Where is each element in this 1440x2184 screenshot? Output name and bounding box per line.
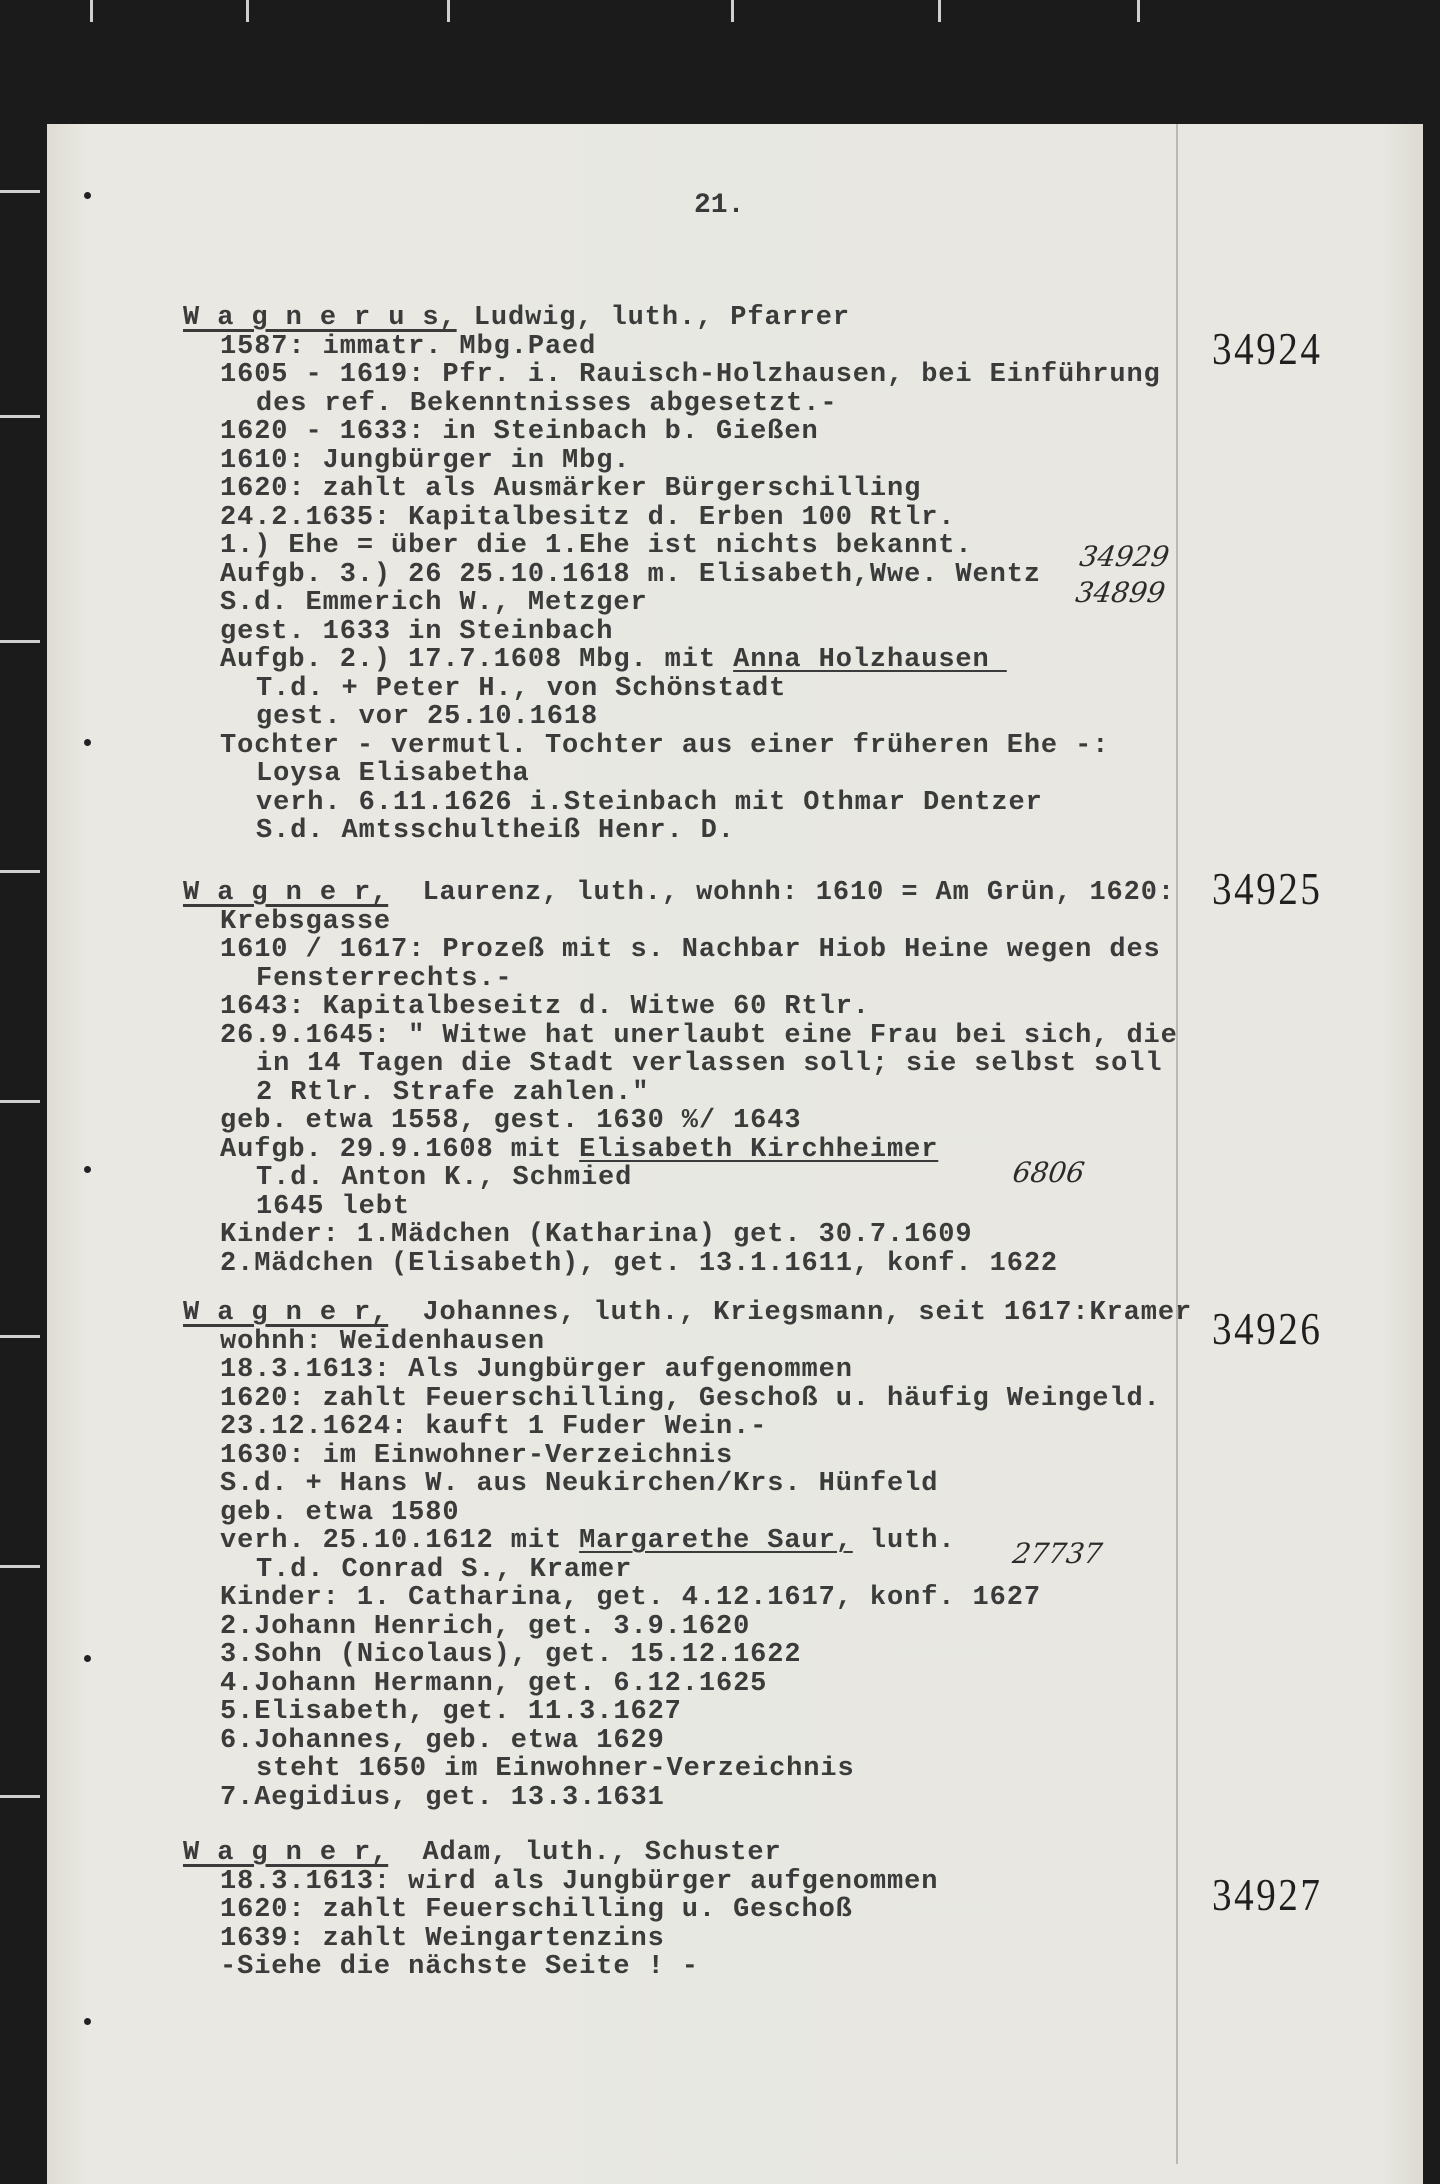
line-text: verh. 25.10.1612 mit: [220, 1526, 580, 1556]
entry-heading: [183, 879, 1183, 908]
reference-number: 34925: [1212, 863, 1323, 914]
line-text: 18.3.1613: Als Jungbürger aufgenommen: [220, 1355, 853, 1385]
underlined-name: Elisabeth Kirchheimer: [579, 1134, 939, 1165]
line-text: geb. etwa 1558, gest. 1630 %/ 1643: [220, 1106, 802, 1136]
entry-heading: [183, 1839, 1183, 1868]
line-text: 26.9.1645: " Witwe hat unerlaubt eine Frau bei sich, die: [220, 1020, 1178, 1051]
frame-tick: [246, 0, 249, 22]
entry-line: [183, 1022, 1183, 1051]
line-text: 1620: zahlt Feuerschilling u. Geschoß: [220, 1895, 853, 1925]
underlined-name: Anna Holzhausen: [733, 645, 1007, 675]
entry-line: [183, 965, 1183, 994]
underlined-name: Margarethe Saur,: [579, 1526, 853, 1556]
entry-line: [183, 1221, 1183, 1250]
entry-line: [183, 1079, 1183, 1108]
handwritten-note: 34929: [1077, 540, 1172, 573]
handwritten-note: 6806: [1010, 1156, 1087, 1189]
entry-line: [183, 1727, 1183, 1756]
entry-line: [183, 390, 1183, 419]
line-text: T.d. Conrad S., Kramer: [256, 1554, 633, 1585]
frame-tick: [731, 0, 734, 22]
entry-line: [183, 561, 1183, 590]
entry-line: [183, 333, 1183, 362]
entry-line: [183, 618, 1183, 647]
surname: W a g n e r,: [183, 1298, 389, 1328]
entry-line: [183, 646, 1183, 675]
punch-hole: [84, 1166, 91, 1173]
entry-line: [183, 936, 1183, 965]
entry-line: [183, 447, 1183, 476]
line-text: T.d. + Peter H., von Schönstadt: [256, 673, 787, 704]
entry-line: [183, 589, 1183, 618]
entry-line: [183, 732, 1183, 761]
entry-line: [183, 1050, 1183, 1079]
entry-line: [183, 1385, 1183, 1414]
line-text: 1.) Ehe = über die 1.Ehe ist nichts bekannt.: [220, 531, 973, 561]
entry-line: [183, 1670, 1183, 1699]
frame-tick: [938, 0, 941, 22]
genealogy-entry: [183, 879, 1183, 1278]
line-text: 1587: immatr. Mbg.Paed: [220, 331, 597, 362]
frame-tick: [447, 0, 450, 22]
frame-tick: [0, 1795, 40, 1798]
page-number: 21.: [694, 190, 745, 221]
line-text: Aufgb. 3.) 26 25.10.1618 m. Elisabeth,Wwe. Wentz: [220, 559, 1041, 590]
line-text: gest. 1633 in Steinbach: [220, 616, 614, 647]
frame-tick: [1137, 0, 1140, 22]
handwritten-note: 34899: [1073, 576, 1168, 609]
punch-hole: [84, 2018, 91, 2025]
entry-line: [183, 1470, 1183, 1499]
entry-line: [183, 675, 1183, 704]
frame-tick: [0, 1335, 40, 1338]
line-text: gest. vor 25.10.1618: [256, 702, 599, 732]
entry-line: [183, 1868, 1183, 1897]
entry-line: [183, 1250, 1183, 1279]
frame-tick: [90, 0, 93, 22]
entry-line: [183, 1356, 1183, 1385]
heading-details: Ludwig, luth., Pfarrer: [456, 303, 851, 333]
line-text: 4.Johann Hermann, get. 6.12.1625: [220, 1668, 768, 1699]
entry-line: [183, 1499, 1183, 1528]
entry-line: [183, 1193, 1183, 1222]
line-text: 2.Johann Henrich, get. 3.9.1620: [220, 1611, 751, 1642]
line-text: Kinder: 1. Catharina, get. 4.12.1617, konf. 1627: [220, 1583, 1041, 1613]
entry-line: [183, 475, 1183, 504]
entry-line: [183, 1442, 1183, 1471]
entry-line: [183, 1925, 1183, 1954]
heading-details: Laurenz, luth., wohnh: 1610 = Am Grün, 1620:: [388, 878, 1175, 908]
reference-number: 34926: [1212, 1303, 1323, 1354]
entry-line: [183, 1413, 1183, 1442]
frame-tick: [0, 1565, 40, 1568]
entry-line: [183, 760, 1183, 789]
frame-tick: [0, 640, 40, 643]
line-text: Krebsgasse: [220, 906, 392, 937]
line-text: 1645 lebt: [256, 1191, 410, 1222]
line-text: 2 Rtlr. Strafe zahlen.": [256, 1077, 650, 1108]
punch-hole: [84, 1655, 91, 1662]
entry-line: [183, 789, 1183, 818]
entry-line: [183, 908, 1183, 937]
line-text: in 14 Tagen die Stadt verlassen soll; sie selbst soll: [256, 1049, 1163, 1079]
line-text: 1620: zahlt Feuerschilling, Geschoß u. häufig Weingeld.: [220, 1383, 1161, 1414]
entry-line: [183, 1896, 1183, 1925]
entry-line: [183, 1784, 1183, 1813]
entry-line: [183, 1755, 1183, 1784]
frame-tick: [0, 870, 40, 873]
entry-line: [183, 993, 1183, 1022]
frame-tick: [0, 190, 40, 193]
line-text: S.d. Amtsschultheiß Henr. D.: [256, 816, 735, 846]
line-text: Kinder: 1.Mädchen (Katharina) get. 30.7.1609: [220, 1220, 973, 1250]
line-text: 1610: Jungbürger in Mbg.: [220, 445, 631, 476]
frame-tick: [0, 1100, 40, 1103]
line-text: 1639: zahlt Weingartenzins: [220, 1923, 665, 1954]
entry-line: [183, 1107, 1183, 1136]
entry-line: [183, 1613, 1183, 1642]
entry-heading: [183, 304, 1183, 333]
line-text: 1610 / 1617: Prozeß mit s. Nachbar Hiob Heine wegen des: [220, 935, 1161, 965]
line-text: Loysa Elisabetha: [256, 759, 530, 789]
entry-line: [183, 817, 1183, 846]
line-text: 1620 - 1633: in Steinbach b. Gießen: [220, 417, 819, 447]
line-text: 3.Sohn (Nicolaus), get. 15.12.1622: [220, 1640, 802, 1670]
line-text: 1630: im Einwohner-Verzeichnis: [220, 1440, 734, 1471]
line-text: 18.3.1613: wird als Jungbürger aufgenommen: [220, 1866, 939, 1897]
line-text: Aufgb. 29.9.1608 mit: [220, 1134, 580, 1165]
line-text: 1620: zahlt als Ausmärker Bürgerschilling: [220, 474, 922, 504]
line-text: des ref. Bekenntnisses abgesetzt.-: [256, 388, 838, 419]
frame-tick: [0, 415, 40, 418]
genealogy-entry: [183, 1839, 1183, 1982]
entry-line: [183, 1698, 1183, 1727]
entry-line: [183, 1584, 1183, 1613]
entry-line: [183, 504, 1183, 533]
entry-line: [183, 361, 1183, 390]
line-text: T.d. Anton K., Schmied: [256, 1163, 633, 1193]
line-text: wohnh: Weidenhausen: [220, 1326, 545, 1357]
line-text: 1605 - 1619: Pfr. i. Rauisch-Holzhausen, bei Einführung: [220, 360, 1161, 390]
line-text: Tochter - vermutl. Tochter aus einer früheren Ehe -:: [220, 730, 1110, 761]
line-text: geb. etwa 1580: [220, 1497, 460, 1528]
reference-number: 34927: [1212, 1869, 1323, 1920]
line-text: -Siehe die nächste Seite ! -: [220, 1952, 699, 1982]
punch-hole: [84, 739, 91, 746]
line-text: 23.12.1624: kauft 1 Fuder Wein.-: [220, 1412, 768, 1442]
line-text: 7.Aegidius, get. 13.3.1631: [220, 1782, 665, 1813]
entry-heading: [183, 1298, 1193, 1328]
entry-line: [183, 1328, 1183, 1357]
handwritten-note: 27737: [1010, 1537, 1105, 1570]
line-text: S.d. + Hans W. aus Neukirchen/Krs. Hünfeld: [220, 1469, 939, 1499]
line-text: S.d. Emmerich W., Metzger: [220, 588, 648, 618]
line-text: luth.: [852, 1526, 956, 1556]
heading-details: Adam, luth., Schuster: [388, 1838, 782, 1868]
punch-hole: [84, 192, 91, 199]
line-text: Fensterrechts.-: [256, 963, 513, 994]
entry-line: [183, 532, 1183, 561]
entry-line: [183, 1641, 1183, 1670]
surname: W a g n e r u s,: [183, 303, 457, 333]
line-text: 6.Johannes, geb. etwa 1629: [220, 1725, 665, 1756]
reference-number: 34924: [1212, 323, 1323, 374]
line-text: Aufgb. 2.) 17.7.1608 Mbg. mit: [220, 645, 734, 675]
entry-line: [183, 703, 1183, 732]
surname: W a g n e r,: [183, 1838, 389, 1868]
entry-line: [183, 418, 1183, 447]
line-text: 24.2.1635: Kapitalbesitz d. Erben 100 Rtlr.: [220, 502, 956, 533]
line-text: 1643: Kapitalbeseitz d. Witwe 60 Rtlr.: [220, 992, 870, 1022]
line-text: steht 1650 im Einwohner-Verzeichnis: [256, 1754, 855, 1784]
heading-details: Johannes, luth., Kriegsmann, seit 1617:Kramer: [388, 1298, 1193, 1328]
surname: W a g n e r,: [183, 878, 389, 908]
entry-line: [183, 1953, 1183, 1982]
genealogy-entry: [183, 304, 1183, 846]
line-text: 5.Elisabeth, get. 11.3.1627: [220, 1697, 682, 1727]
line-text: 2.Mädchen (Elisabeth), get. 13.1.1611, konf. 1622: [220, 1248, 1059, 1279]
line-text: verh. 6.11.1626 i.Steinbach mit Othmar Dentzer: [256, 787, 1043, 818]
